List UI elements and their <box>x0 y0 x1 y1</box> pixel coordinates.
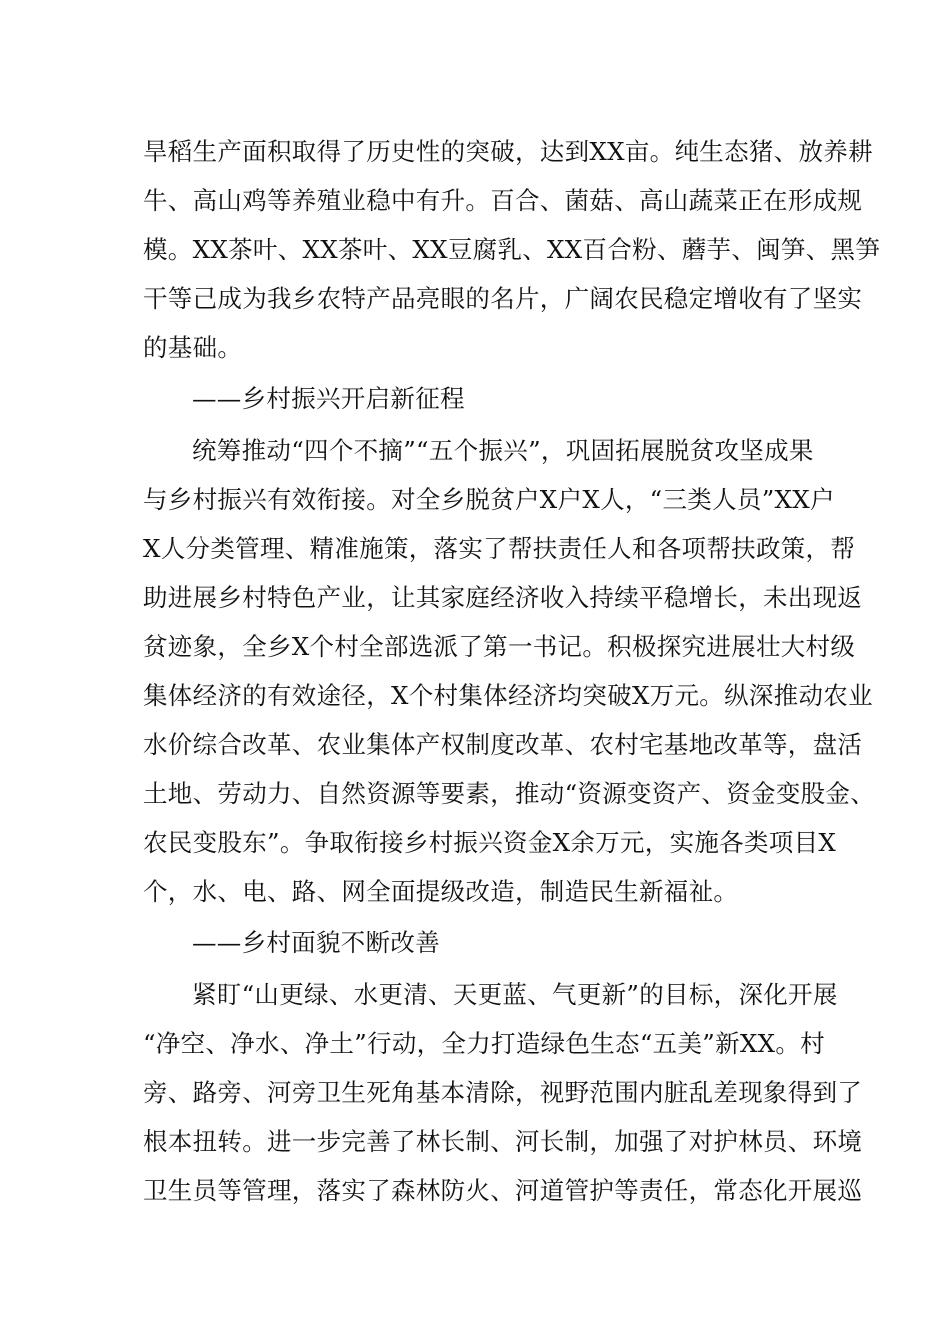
paragraph-1-line-1: 旱稻生产面积取得了历史性的突破，达到XX亩。纯生态猪、放养耕 <box>143 137 873 166</box>
paragraph-1-line-2: 牛、高山鸡等养殖业稳中有升。百合、菌菇、高山蔬菜正在形成规 <box>143 186 863 215</box>
paragraph-2-line-7: 水价综合改革、农业集体产权制度改革、农村宅基地改革等，盘活 <box>143 730 863 759</box>
paragraph-2-line-4: 助进展乡村特色产业，让其家庭经济收入持续平稳增长，未出现返 <box>143 583 863 612</box>
paragraph-3-line-4: 根本扭转。进一步完善了林长制、河长制，加强了对护林员、环境 <box>143 1127 863 1156</box>
paragraph-3-line-5: 卫生员等管理，落实了森林防火、河道管护等责任，常态化开展巡 <box>143 1176 863 1205</box>
paragraph-2-line-6: 集体经济的有效途径，X个村集体经济均突破X万元。纵深推动农业 <box>143 681 873 710</box>
paragraph-3-line-3: 旁、路旁、河旁卫生死角基本清除，视野范围内脏乱差现象得到了 <box>143 1078 863 1107</box>
section-heading-rural-revitalization: ——乡村振兴开启新征程 <box>192 384 465 413</box>
paragraph-2-line-2: 与乡村振兴有效衔接。对全乡脱贫户X户X人，“三类人员”XX户 <box>143 485 835 514</box>
paragraph-1-line-3: 模。XX茶叶、XX茶叶、XX豆腐乳、XX百合粉、蘑芋、闽笋、黑笋 <box>143 235 881 264</box>
paragraph-2-line-10: 个，水、电、路、网全面提级改造，制造民生新福祉。 <box>143 877 739 906</box>
paragraph-3-line-1: 紧盯“山更绿、水更清、天更蓝、气更新”的目标，深化开展 <box>192 980 838 1009</box>
paragraph-3-line-2: “净空、净水、净土”行动，全力打造绿色生态“五美”新XX。村 <box>143 1029 825 1058</box>
paragraph-2-line-8: 土地、劳动力、自然资源等要素，推动“资源变资产、资金变股金、 <box>143 779 876 808</box>
paragraph-1-line-4: 干等己成为我乡农特产品亮眼的名片，广阔农民稳定增收有了坚实 <box>143 284 863 313</box>
paragraph-2-line-3: X人分类管理、精准施策，落实了帮扶责任人和各项帮扶政策，帮 <box>143 534 856 563</box>
paragraph-2-line-5: 贫迹象，全乡X个村全部选派了第一书记。积极探究进展壮大村级 <box>143 632 856 661</box>
paragraph-2-line-1: 统筹推动“四个不摘”“五个振兴”，巩固拓展脱贫攻坚成果 <box>192 436 814 465</box>
paragraph-2-line-9: 农民变股东”。争取衔接乡村振兴资金X余万元，实施各类项目X <box>143 828 837 857</box>
paragraph-1-line-5: 的基础。 <box>143 333 243 362</box>
section-heading-village-appearance: ——乡村面貌不断改善 <box>192 928 440 957</box>
